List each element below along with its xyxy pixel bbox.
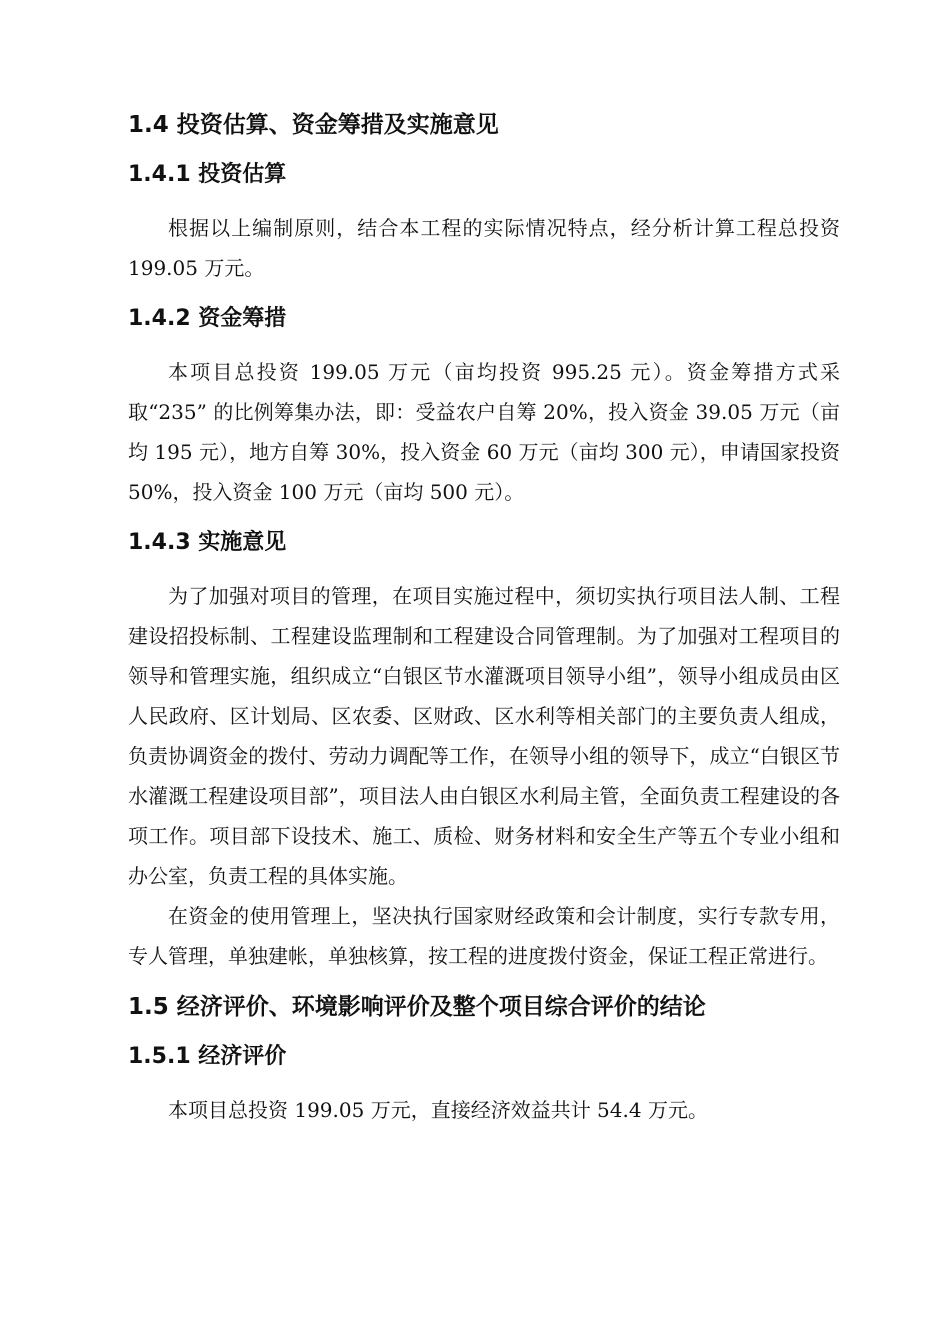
heading-1-4-1: 1.4.1 投资估算 [128, 162, 287, 187]
heading-1-4-3: 1.4.3 实施意见 [128, 530, 287, 555]
paragraph-1-4-1: 根据以上编制原则，结合本工程的实际情况特点，经分析计算工程总投资 199.05 万元。 [128, 216, 840, 280]
paragraph-1-4-2: 本项目总投资 199.05 万元（亩均投资 995.25 元）。资金筹措方式采取“235” 的比例筹集办法，即：受益农户自筹 20%，投入资金 39.05 万元（亩均 195 元），地方自筹 30%，投入资金 60 万元（亩均 300 元），申请国家投资 50%，投入资金 100 万元（亩均 500 元）。 [128, 360, 840, 504]
paragraph-1-5-1: 本项目总投资 199.05 万元，直接经济效益共计 54.4 万元。 [168, 1098, 708, 1122]
heading-1-5-1: 1.5.1 经济评价 [128, 1044, 287, 1069]
heading-1-4: 1.4 投资估算、资金筹措及实施意见 [128, 112, 499, 138]
paragraph-1-4-3-a: 为了加强对项目的管理，在项目实施过程中，须切实执行项目法人制、工程建设招投标制、工程建设监理制和工程建设合同管理制。为了加强对工程项目的领导和管理实施，组织成立“白银区节水灌溉项目领导小组”，领导小组成员由区人民政府、区计划局、区农委、区财政、区水利等相关部门的主要负责人组成，负责协调资金的拨付、劳动力调配等工作，在领导小组的领导下，成立“白银区节水灌溉工程建设项目部”，项目法人由白银区水利局主管，全面负责工程建设的各项工作。项目部下设技术、施工、质检、财务材料和安全生产等五个专业小组和办公室，负责工程的具体实施。 [128, 584, 840, 888]
heading-1-5: 1.5 经济评价、环境影响评价及整个项目综合评价的结论 [128, 994, 706, 1020]
paragraph-1-4-3-b: 在资金的使用管理上，坚决执行国家财经政策和会计制度，实行专款专用，专人管理，单独建帐，单独核算，按工程的进度拨付资金，保证工程正常进行。 [128, 904, 840, 968]
heading-1-4-2: 1.4.2 资金筹措 [128, 306, 287, 331]
document-body [128, 110, 840, 1130]
